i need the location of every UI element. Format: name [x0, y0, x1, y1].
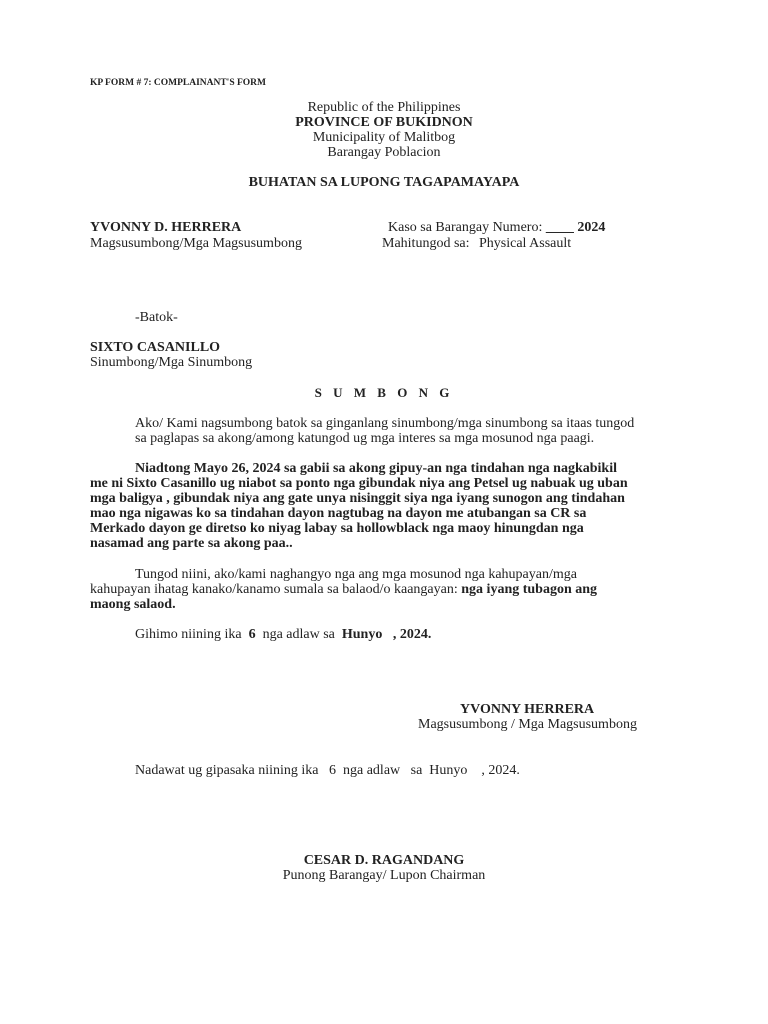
- narrative-line: mga baligya , gibundak niya ang gate unya nisinggit siya nga iyang sunogon ang tindahan: [90, 491, 625, 506]
- relief-line-text: kahupayan ihatag kanako/kanamo sumala sa balaod/o kaangayan:: [90, 582, 462, 597]
- narrative-paragraph: [90, 461, 690, 551]
- header-republic: Republic of the Philippines: [307, 100, 461, 115]
- case-number: [388, 220, 605, 236]
- chairman-name: CESAR D. RAGANDANG: [303, 853, 465, 868]
- narrative-line: Merkado dayon ge diretso ko niyag labay sa hollowblack nga maoy hinungdan nga: [90, 521, 584, 536]
- relief-paragraph: [90, 567, 690, 612]
- case-year: 2024: [577, 220, 606, 235]
- relief-line: Tungod niini, ako/kami naghangyo nga ang mga mosunod nga kahupayan/mga: [135, 567, 577, 582]
- received-date: Nadawat ug gipasaka niining ika 6 nga adlaw sa Hunyo , 2024.: [135, 763, 520, 778]
- chairman-role: Punong Barangay/ Lupon Chairman: [282, 868, 486, 883]
- relief-line: [90, 582, 690, 597]
- respondent-role: Sinumbong/Mga Sinumbong: [90, 355, 253, 370]
- made-month: Hunyo: [341, 627, 383, 642]
- header-municipality: Municipality of Malitbog: [312, 130, 456, 145]
- narrative-line: nasamad ang parte sa akong paa..: [90, 536, 293, 551]
- case-subject-label: Mahitungod sa:: [382, 236, 470, 251]
- case-number-label: Kaso sa Barangay Numero:: [388, 220, 543, 235]
- form-code: KP FORM # 7: COMPLAINANT'S FORM: [90, 78, 267, 88]
- complainant-signature-name: YVONNY HERRERA: [460, 702, 595, 717]
- narrative-line: me ni Sixto Casanillo ug niabot sa ponto nga gibundak niya ang Petsel ug nabuak ug uban: [90, 476, 628, 491]
- intro-paragraph: [90, 416, 690, 446]
- sumbong-title: S U M B O N G: [314, 385, 454, 400]
- complainant-role: Magsusumbong/Mga Magsusumbong: [90, 236, 302, 251]
- versus-label: -Batok-: [135, 310, 178, 325]
- made-date: [135, 627, 431, 643]
- document-title: BUHATAN SA LUPONG TAGAPAMAYAPA: [248, 175, 520, 190]
- complainant-name: YVONNY D. HERRERA: [90, 220, 242, 235]
- header-barangay: Barangay Poblacion: [327, 145, 441, 160]
- made-prefix: Gihimo niining ika: [135, 627, 249, 642]
- respondent-name: SIXTO CASANILLO: [90, 340, 221, 355]
- intro-line: Ako/ Kami nagsumbong batok sa ginganlang sinumbong/mga sinumbong sa itaas tungod: [135, 416, 635, 431]
- made-mid: nga adlaw sa: [255, 627, 342, 642]
- complainant-signature-role: Magsusumbong / Mga Magsusumbong: [418, 717, 637, 732]
- header-province: PROVINCE OF BUKIDNON: [295, 115, 473, 130]
- narrative-line: Niadtong Mayo 26, 2024 sa gabii sa akong gipuy-an nga tindahan nga nagkabikil: [135, 461, 617, 476]
- made-year: , 2024.: [382, 627, 432, 642]
- case-subject-value: Physical Assault: [479, 236, 572, 251]
- intro-line: sa paglapas sa akong/among katungod ug mga interes sa mga mosunod nga paagi.: [135, 431, 595, 446]
- relief-request-end: maong salaod.: [90, 597, 176, 612]
- relief-request: nga iyang tubagon ang: [461, 582, 598, 597]
- case-number-blank: ____: [545, 220, 574, 235]
- narrative-line: mao nga nigawas ko sa tindahan dayon nagtubag na dayon me atubangan sa CR sa: [90, 506, 587, 521]
- made-day: 6: [248, 627, 256, 642]
- case-subject: [382, 236, 571, 252]
